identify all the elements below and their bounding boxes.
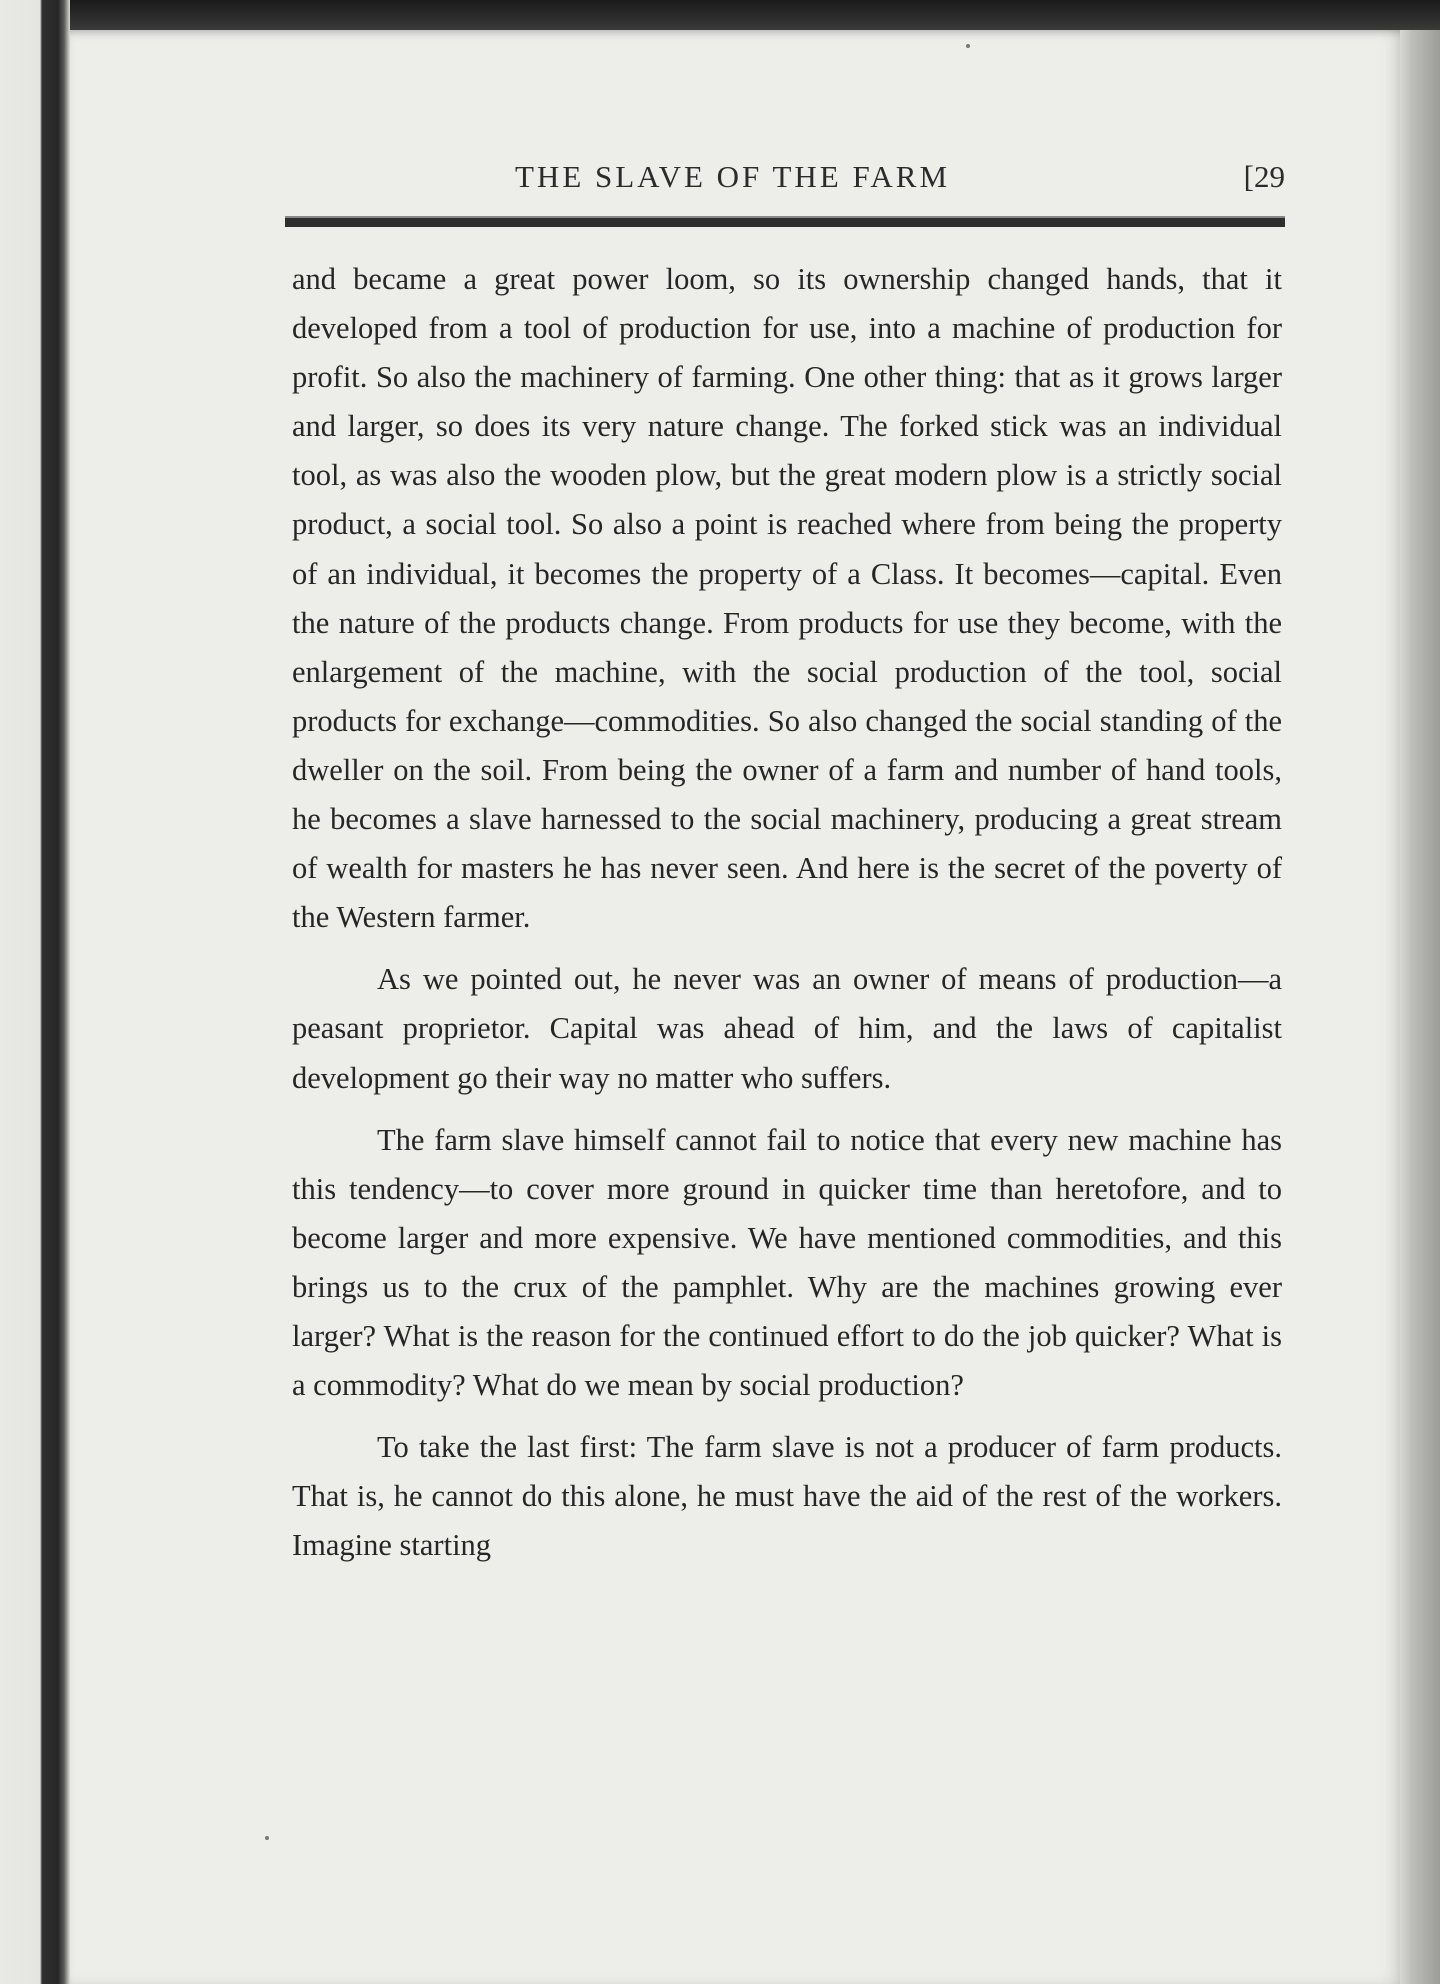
paragraph: The farm slave himself cannot fail to notice that every new machine has this tendency—to cover more ground in quicker time than heretofore, and to become larger and more expensive. We have mentioned commodities, and this brings us to the crux of the pamphlet. Why are the machines growing ever larger? What is the reason for the continued effort to do the job quicker? What is a commodity? What do we mean by social production? [292,1122,1282,1403]
page-number: [29 [1243,159,1285,194]
scan-speck [966,44,970,48]
paragraph: As we pointed out, he never was an owner of means of production—a peasant proprietor. Capital was ahead of him, and the laws of capitalist development go their way no matter who suffers. [292,962,1282,1095]
running-title: THE SLAVE OF THE FARM [515,159,951,194]
paragraph: To take the last first: The farm slave is not a producer of farm products. That is, he cannot do this alone, he must have the aid of the rest of the workers. Imagine starting [292,1430,1282,1563]
book-binding-edge [0,0,70,1984]
page-stack-edge [1400,30,1440,1984]
header-rule [285,216,1285,227]
page-header [290,155,1285,205]
scan-speck [265,1836,269,1840]
scan-top-border [0,0,1440,30]
body-text [292,255,1282,1583]
paragraph: and became a great power loom, so its ownership changed hands, that it developed from a tool of production for use, into a machine of production for profit. So also the machinery of farming. One other thing: that as it grows larger and larger, so does its very nature change. The forked stick was an individual tool, as was also the wooden plow, but the great modern plow is a strictly social product, a social tool. So also a point is reached where from being the property of an individual, it becomes the property of a Class. It becomes—capital. Even the nature of the products change. From products for use they become, with the enlargement of the machine, with the social production of the tool, social products for exchange—commodities. So also changed the social standing of the dweller on the soil. From being the owner of a farm and number of hand tools, he becomes a slave harnessed to the social machinery, producing a great stream of wealth for masters he has never seen. And here is the secret of the poverty of the Western farmer. [292,262,1282,935]
